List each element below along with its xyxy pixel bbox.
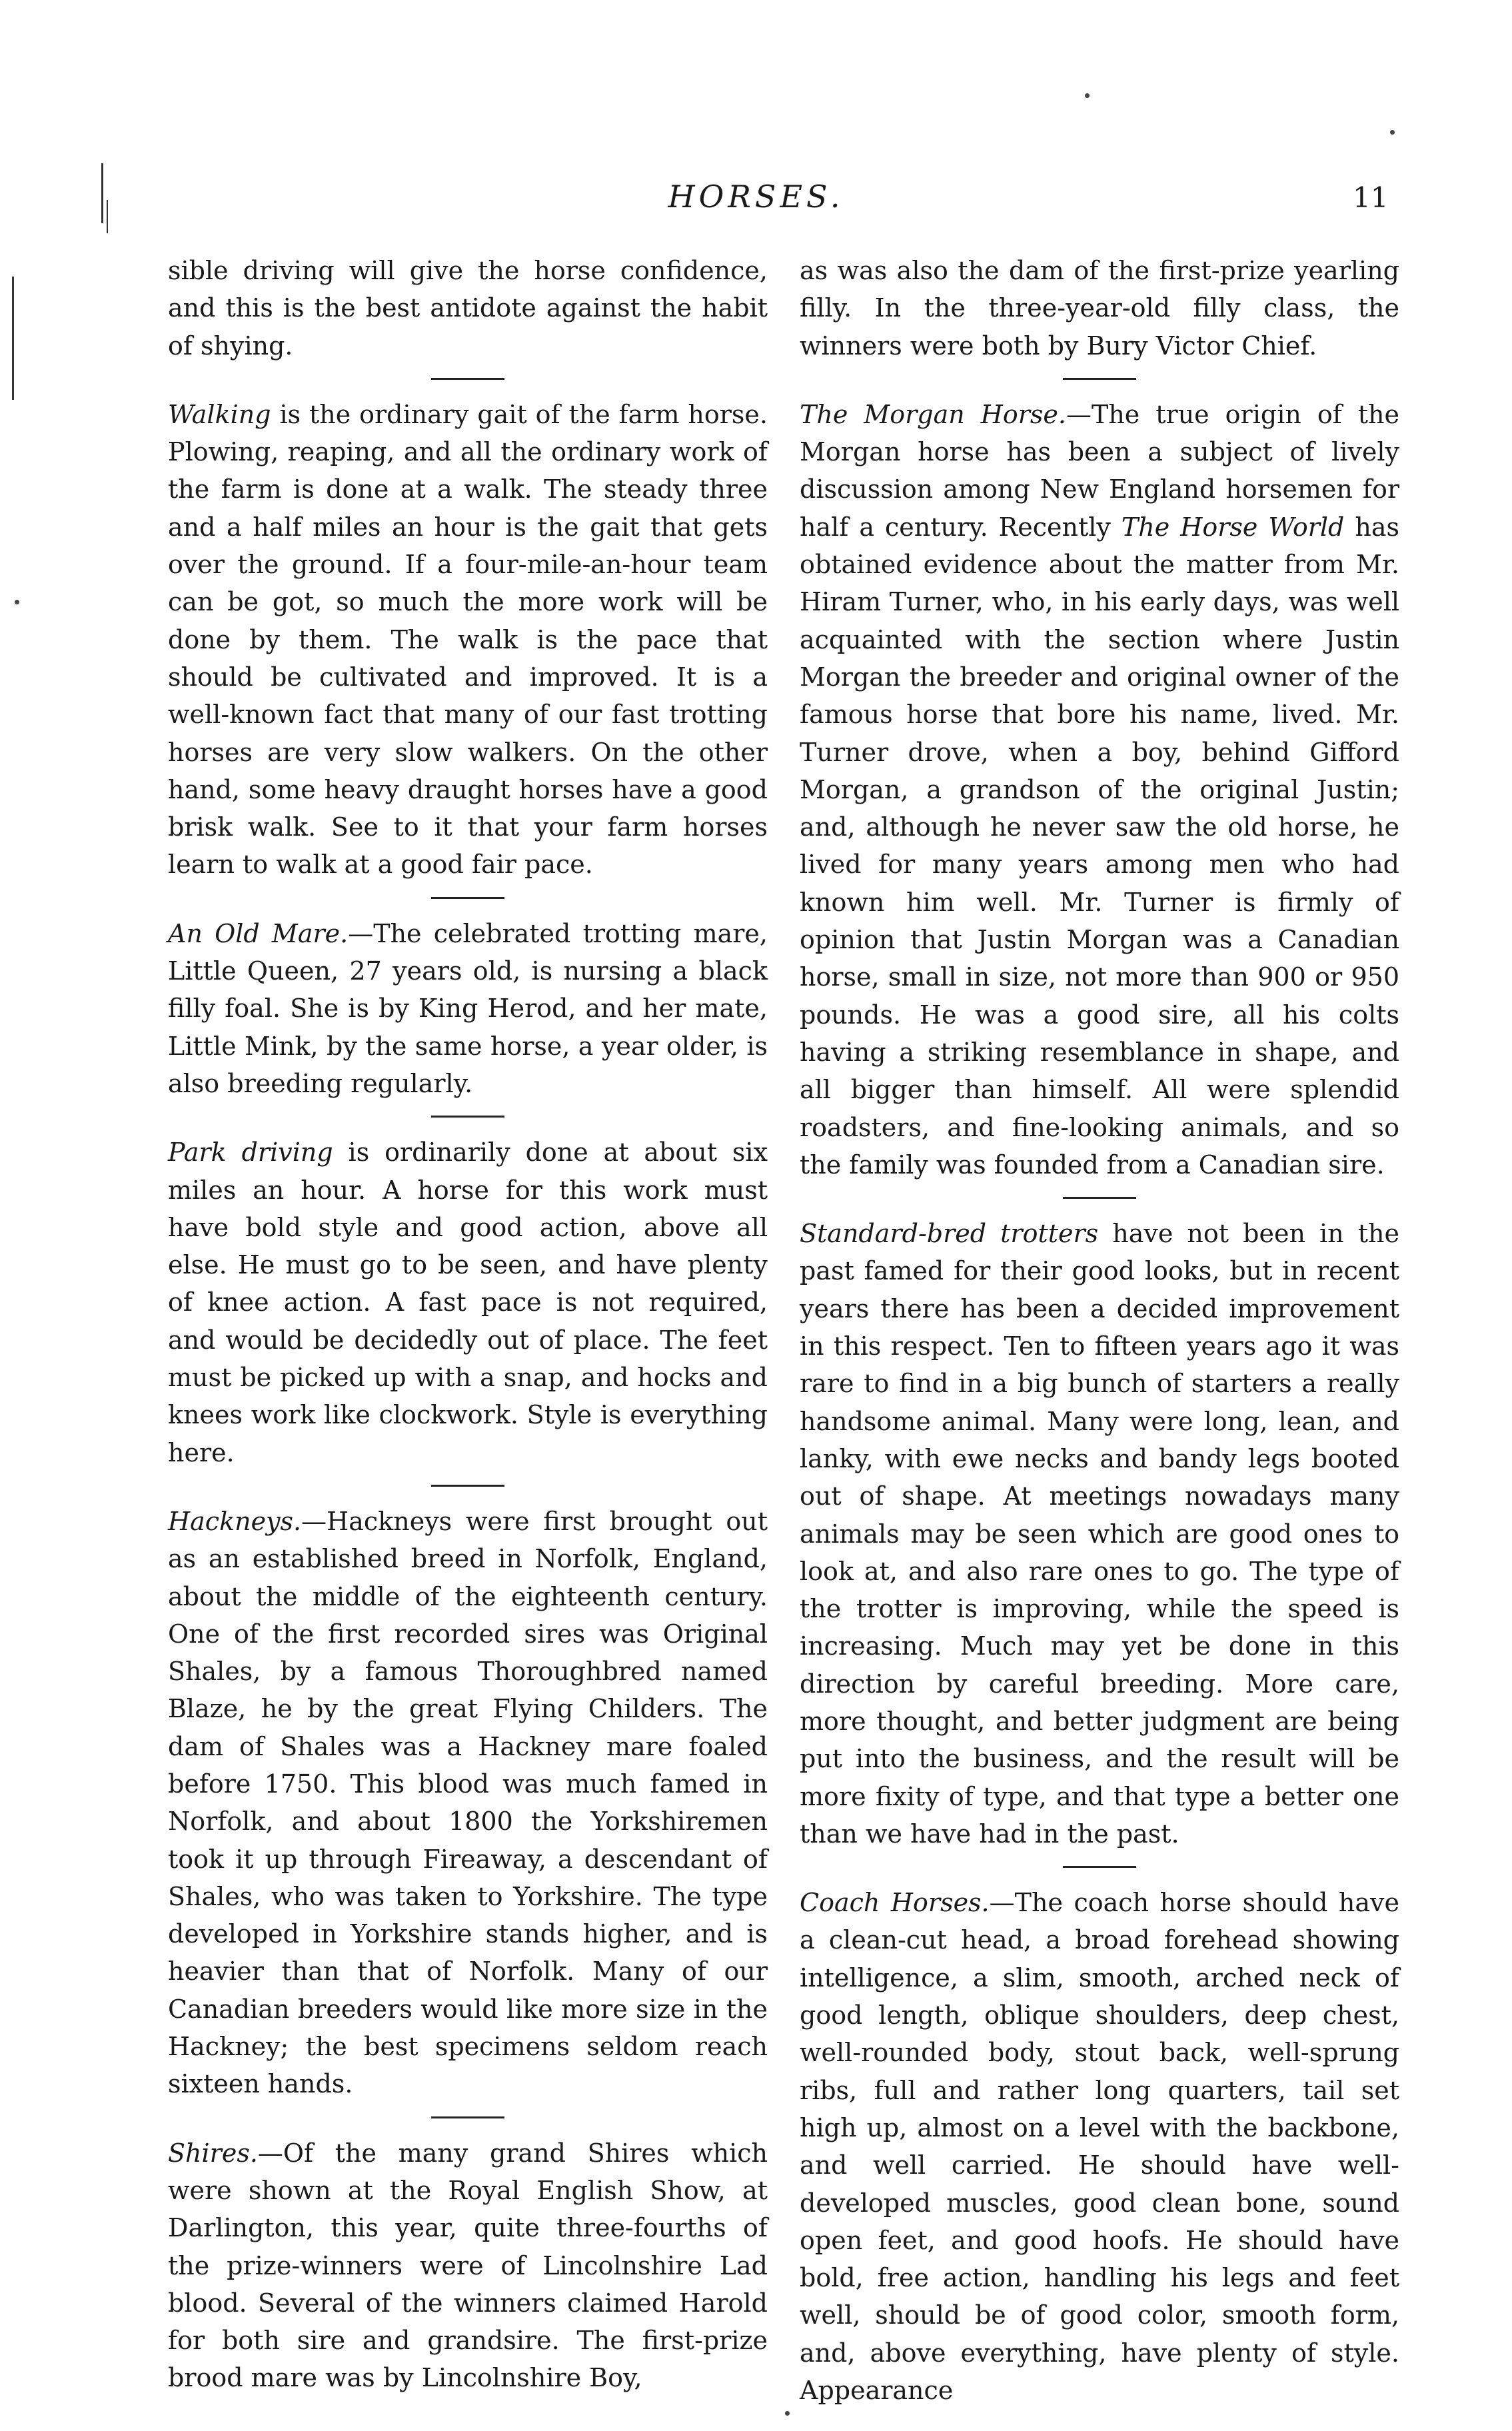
paragraph-body: —The celebrated trotting mare, Little Queen, 27 years old, is nursing a black filly foal. She is by King Herod, and her mate, Little Mink, by the same horse, a year older, is also breeding regularly. [168,918,768,1098]
running-head: HORSES. [668,179,844,215]
paragraph-title: Walking [168,399,271,429]
paragraph-title: An Old Mare. [168,918,349,948]
left-column [168,252,768,2397]
paragraph-body: is the ordinary gait of the farm horse. Plowing, reaping, and all the ordinary work of the farm is done at a walk. The steady three and a half miles an hour is the gait that gets over the ground. If a four-mile-an-hour team can be got, so much the more work will be done by them. The walk is the pace that should be cultivated and improved. It is a well-known fact that many of our fast trotting horses are very slow walkers. On the other hand, some heavy draught horses have a good brisk walk. See to it that your farm horses learn to walk at a good fair pace. [168,399,768,880]
paragraph-title: The Morgan Horse. [800,399,1066,429]
page-number: 11 [1353,181,1389,214]
margin-mark [12,277,14,400]
paragraph-continuation: as was also the dam of the first-prize yearling filly. In the three-year-old filly class, the winners were both by Bury Victor Chief. [800,256,1399,361]
speck [1390,130,1395,135]
section-divider [431,1485,504,1487]
paragraph-body: is ordinarily done at about six miles an hour. A horse for this work must have bold style and good action, above all else. He must go to be seen, and have plenty of knee action. A fast pace is not required, and would be decidedly out of place. The feet must be picked up with a snap, and hocks and knees work like clockwork. Style is everything here. [168,1138,768,1467]
right-column [800,252,1399,2409]
paragraph-coach-horses [800,1884,1399,2409]
paragraph-old-mare [168,915,768,1102]
paragraph-title: Standard-bred trotters [800,1219,1099,1249]
speck [1085,93,1090,98]
paragraph-title: Park driving [168,1138,333,1168]
speck [15,600,19,604]
paragraph-standard-bred [800,1215,1399,1853]
paragraph-title: Hackneys. [168,1506,302,1536]
paragraph-title: Coach Horses. [800,1888,990,1918]
paragraph-morgan-horse [800,396,1399,1184]
section-divider [1063,378,1136,380]
paragraph-body: —The coach horse should have a clean-cut head, a broad forehead showing intelligence, a slim, smooth, arched neck of good length, oblique shoulders, deep chest, well-rounded body, stout back, well-sprung ribs, full and rather long quarters, tail set high up, almost on a level with the backbone, and well carried. He should have well-developed muscles, good clean bone, sound open feet, and good hoofs. He should have bold, free action, handling his legs and feet well, should be of good color, smooth form, and, above everything, have plenty of style. Appearance [800,1888,1399,2406]
paragraph-continuation: sible driving will give the horse confidence, and this is the best antidote against the habit of shying. [168,256,768,361]
paragraph-body: —The true origin of the Morgan horse has been a subject of lively discussion among New England horsemen for half a century. Recently [800,399,1399,542]
section-divider [431,897,504,899]
publication-reference: The Horse World [1121,512,1345,542]
paragraph-hackneys [168,1503,768,2103]
paragraph-shires [168,2134,768,2397]
paragraph-body: has obtained evidence about the matter from Mr. Hiram Turner, who, in his early days, was well acquainted with the section where Justin Morgan the breeder and original owner of the famous horse that bore his name, lived. Mr. Turner drove, when a boy, behind Gifford Morgan, a grandson of the original Justin; and, although he never saw the old horse, he lived for many years among men who had known him well. Mr. Turner is firmly of opinion that Justin Morgan was a Canadian horse, small in size, not more than 900 or 950 pounds. He was a good sire, all his colts having a striking resemblance in shape, and all bigger than himself. All were splendid roadsters, and fine-looking animals, and so the family was founded from a Canadian sire. [800,512,1400,1180]
paragraph-body: have not been in the past famed for their good looks, but in recent years there has been a decided improvement in this respect. Ten to fifteen years ago it was rare to find in a big bunch of starters a really handsome animal. Many were long, lean, and lanky, with ewe necks and bandy legs booted out of shape. At meetings nowadays many animals may be seen which are good ones to look at, and also rare ones to go. The type of the trotter is improving, while the speed is increasing. Much may yet be done in this direction by careful breeding. More care, more thought, and better judgment are being put into the business, and the result will be more fixity of type, and that type a better one than we have had in the past. [800,1219,1399,1849]
paragraph-park-driving [168,1134,768,1471]
paragraph-body: —Of the many grand Shires which were shown at the Royal English Show, at Darlington, this year, quite three-fourths of the prize-winners were of Lincolnshire Lad blood. Several of the winners claimed Harold for both sire and grandsire. The first-prize brood mare was by Lincolnshire Boy, [168,2138,768,2393]
paragraph-title: Shires. [168,2138,258,2168]
speck [785,2411,790,2416]
paragraph-body: —Hackneys were first brought out as an established breed in Norfolk, England, about the middle of the eighteenth century. One of the first recorded sires was Original Shales, by a famous Thoroughbred named Blaze, he by the great Flying Childers. The dam of Shales was a Hackney mare foaled before 1750. This blood was much famed in Norfolk, and about 1800 the Yorkshiremen took it up through Fireaway, a descendant of Shales, who was taken to Yorkshire. The type developed in Yorkshire stands higher, and is heavier than that of Norfolk. Many of our Canadian breeders would like more size in the Hackney; the best specimens seldom reach sixteen hands. [168,1506,768,2099]
section-divider [1063,1197,1136,1199]
section-divider [1063,1866,1136,1868]
section-divider [431,378,504,380]
paragraph-walking [168,396,768,884]
section-divider [431,1116,504,1118]
section-divider [431,2116,504,2118]
